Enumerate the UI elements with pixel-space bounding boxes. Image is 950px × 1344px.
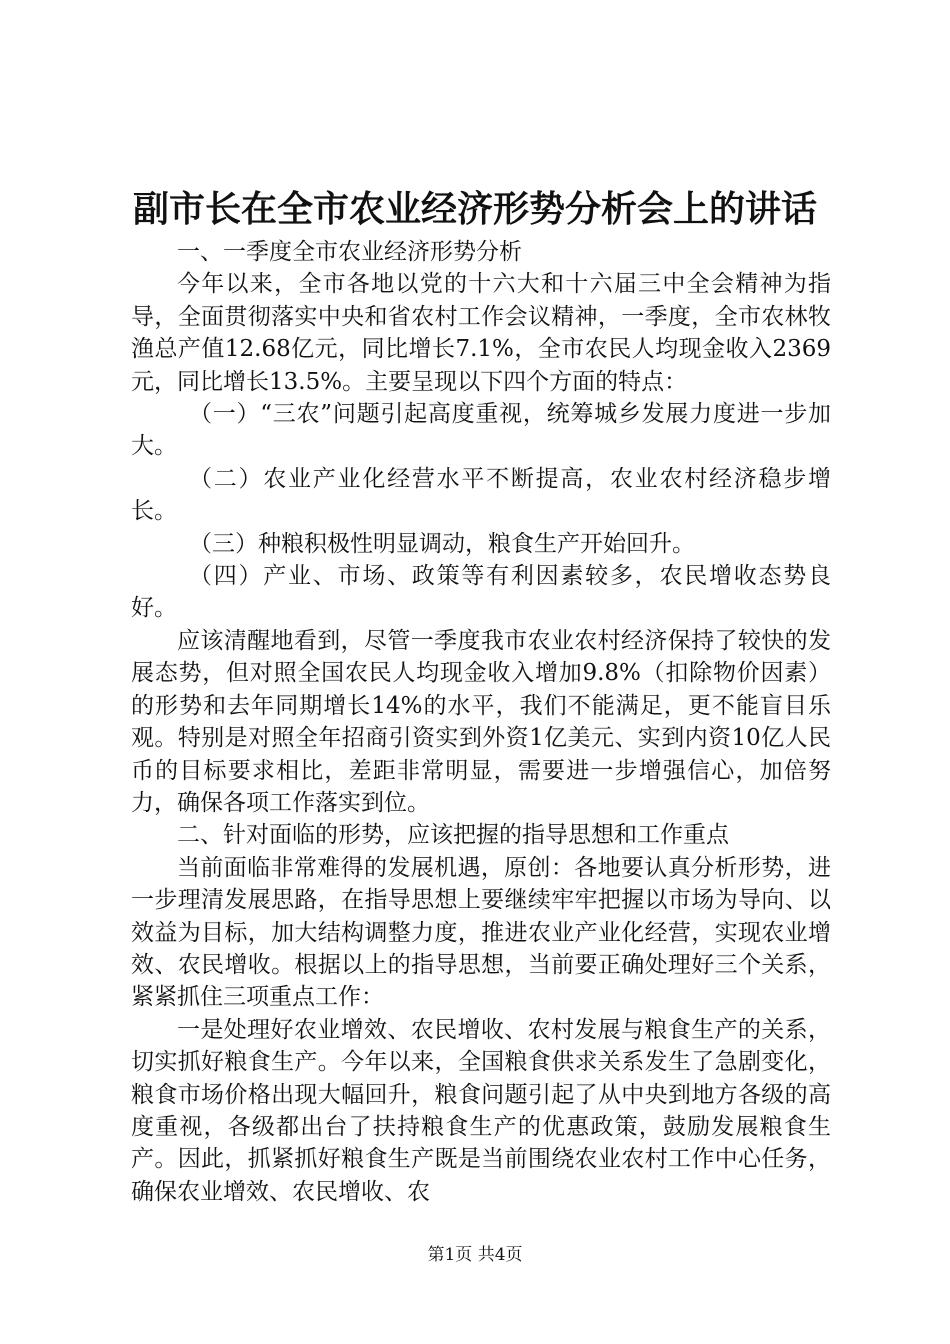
sub-point: （四）产业、市场、政策等有利因素较多，农民增收态势良好。 [131, 563, 831, 622]
document-body [131, 236, 831, 1208]
section-heading: 一、一季度全市农业经济形势分析 [177, 239, 522, 265]
document-title: 副市长在全市农业经济形势分析会上的讲话 [132, 188, 817, 230]
body-paragraph: 应该清醒地看到，尽管一季度我市农业农村经济保持了较快的发展态势，但对照全国农民人均现金收入增加9.8%（扣除物价因素）的形势和去年同期增长14%的水平，我们不能满足，更不能盲目乐观。特别是对照全年招商引资实到外资1亿美元、实到内资10亿人民币的目标要求相比，差距非常明显，需要进一步增强信心，加倍努力，确保各项工作落实到位。 [131, 627, 831, 816]
page-footer: 第1页 共4页 [427, 1245, 523, 1265]
body-paragraph: 今年以来，全市各地以党的十六大和十六届三中全会精神为指导，全面贯彻落实中央和省农村工作会议精神，一季度，全市农林牧渔总产值12.68亿元，同比增长7.1%，全市农民人均现金收入2369元，同比增长13.5%。主要呈现以下四个方面的特点： [131, 271, 831, 395]
section-heading: 二、针对面临的形势，应该把握的指导思想和工作重点 [177, 822, 729, 849]
sub-point: （二）农业产业化经营水平不断提高，农业农村经济稳步增长。 [131, 465, 831, 525]
sub-point: （三）种粮积极性明显调动，粮食生产开始回升。 [189, 530, 695, 557]
body-paragraph: 当前面临非常难得的发展机遇，原创：各地要认真分析形势，进一步理清发展思路，在指导思想上要继续牢牢把握以市场为导向、以效益为目标，加大结构调整力度，推进农业产业化经营，实现农业增效、农民增收。根据以上的指导思想，当前要正确处理好三个关系，紧紧抓住三项重点工作： [131, 854, 831, 1011]
sub-point: （一）“三农”问题引起高度重视，统筹城乡发展力度进一步加大。 [131, 401, 831, 460]
body-paragraph: 一是处理好农业增效、农民增收、农村发展与粮食生产的关系，切实抓好粮食生产。今年以来，全国粮食供求关系发生了急剧变化，粮食市场价格出现大幅回升，粮食问题引起了从中央到地方各级的高度重视，各级都出台了扶持粮食生产的优惠政策，鼓励发展粮食生产。因此，抓紧抓好粮食生产既是当前围绕农业农村工作中心任务，确保农业增效、农民增收、农 [131, 1016, 831, 1205]
